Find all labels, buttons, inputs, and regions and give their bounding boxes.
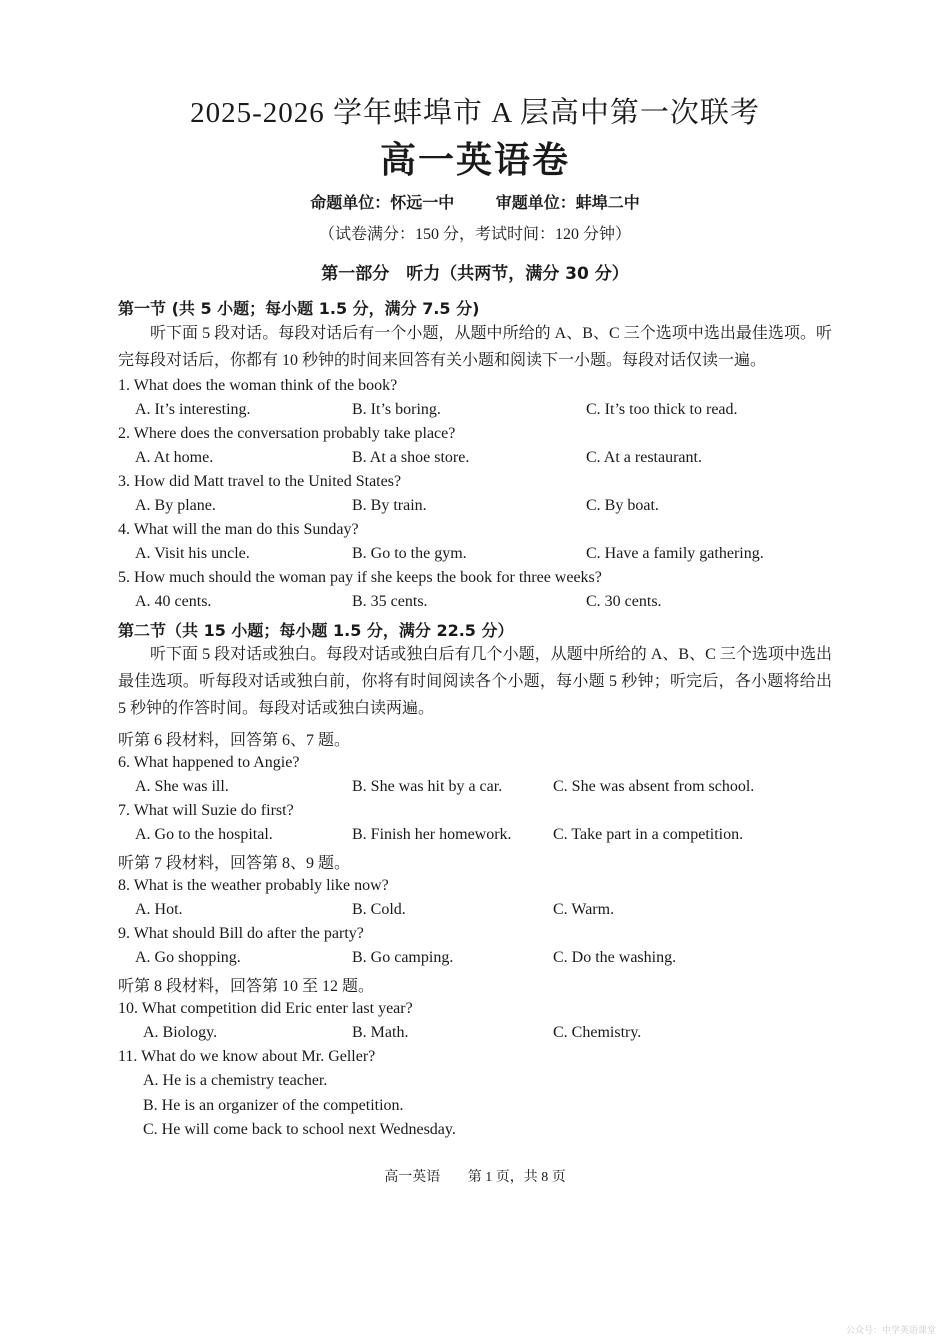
question-6: 6. What happened to Angie? [118,754,300,771]
q7-option-b: B. Finish her homework. [352,826,512,843]
q7-option-c: C. Take part in a competition. [553,826,744,843]
q2-option-a: A. At home. [135,449,214,466]
q4-option-a: A. Visit his uncle. [135,545,250,562]
q4-option-c: C. Have a family gathering. [586,545,764,562]
question-2: 2. Where does the conversation probably take place? [118,425,456,442]
exam-info: （试卷满分：150 分，考试时间：120 分钟） [318,226,631,243]
question-1: 1. What does the woman think of the book? [118,377,398,394]
q4-option-b: B. Go to the gym. [352,545,467,562]
q9-option-c: C. Do the washing. [553,949,677,966]
question-11: 11. What do we know about Mr. Geller? [118,1048,376,1065]
q3-option-c: C. By boat. [586,497,659,514]
q8-option-b: B. Cold. [352,901,406,918]
watermark: 公众号：中学英语课堂 [845,1326,936,1336]
q3-option-a: A. By plane. [135,497,216,514]
q11-option-b: B. He is an organizer of the competition. [143,1097,404,1114]
exam-units [0,190,950,213]
q6-option-c: C. She was absent from school. [553,778,755,795]
q10-option-a: A. Biology. [143,1024,218,1041]
footer-subject: 高一英语 [384,1170,441,1185]
q2-option-c: C. At a restaurant. [586,449,702,466]
q5-option-b: B. 35 cents. [352,593,428,610]
reviewer-unit: 审题单位：蚌埠二中 [495,193,640,212]
section1-instructions: 听下面 5 段对话。每段对话后有一个小题，从题中所给的 A、B、C 三个选项中选出最佳选项。听完每段对话后，你都有 10 秒钟的时间来回答有关小题和阅读下一小题。每段对话仅读一遍。 [118,325,832,369]
question-7: 7. What will Suzie do first? [118,802,294,819]
q1-option-c: C. It’s too thick to read. [586,401,738,418]
question-10: 10. What competition did Eric enter last year? [118,1000,413,1017]
q1-option-a: A. It’s interesting. [135,401,251,418]
section2-instructions: 听下面 5 段对话或独白。每段对话或独白后有几个小题，从题中所给的 A、B、C 三个选项中选出最佳选项。听每段对话或独白前，你将有时间阅读各个小题，每小题 5 秒钟；听完后，各小题将给出 5 秒钟的作答时间。每段对话或独白读两遍。 [118,646,832,717]
question-9: 9. What should Bill do after the party? [118,925,364,942]
q7-option-a: A. Go to the hospital. [135,826,273,843]
question-4: 4. What will the man do this Sunday? [118,521,359,538]
question-8: 8. What is the weather probably like now? [118,877,389,894]
material-8-note: 听第 8 段材料，回答第 10 至 12 题。 [118,978,375,995]
q2-option-b: B. At a shoe store. [352,449,470,466]
exam-title: 2025-2026 学年蚌埠市 A 层高中第一次联考 [190,97,760,129]
question-5: 5. How much should the woman pay if she keeps the book for three weeks? [118,569,602,586]
footer-page-info: 第 1 页，共 8 页 [467,1170,566,1185]
page-footer [0,1166,950,1186]
q8-option-c: C. Warm. [553,901,615,918]
q1-option-b: B. It’s boring. [352,401,441,418]
question-3: 3. How did Matt travel to the United States? [118,473,402,490]
q9-option-a: A. Go shopping. [135,949,241,966]
section2-title: 第二节（共 15 小题；每小题 1.5 分，满分 22.5 分） [118,621,514,640]
q5-option-c: C. 30 cents. [586,593,662,610]
q6-option-b: B. She was hit by a car. [352,778,503,795]
setter-unit: 命题单位：怀远一中 [310,193,455,212]
q8-option-a: A. Hot. [135,901,183,918]
q5-option-a: A. 40 cents. [135,593,212,610]
q10-option-c: C. Chemistry. [553,1024,642,1041]
q10-option-b: B. Math. [352,1024,409,1041]
q11-option-c: C. He will come back to school next Wednesday. [143,1121,456,1138]
exam-subject-title: 高一英语卷 [379,140,570,180]
section1-title: 第一节 (共 5 小题；每小题 1.5 分，满分 7.5 分) [118,299,480,318]
material-6-note: 听第 6 段材料，回答第 6、7 题。 [118,732,351,749]
material-7-note: 听第 7 段材料，回答第 8、9 题。 [118,855,351,872]
q11-option-a: A. He is a chemistry teacher. [143,1072,328,1089]
q9-option-b: B. Go camping. [352,949,454,966]
q3-option-b: B. By train. [352,497,427,514]
q6-option-a: A. She was ill. [135,778,229,795]
part1-title: 第一部分 听力（共两节，满分 30 分） [321,264,629,284]
